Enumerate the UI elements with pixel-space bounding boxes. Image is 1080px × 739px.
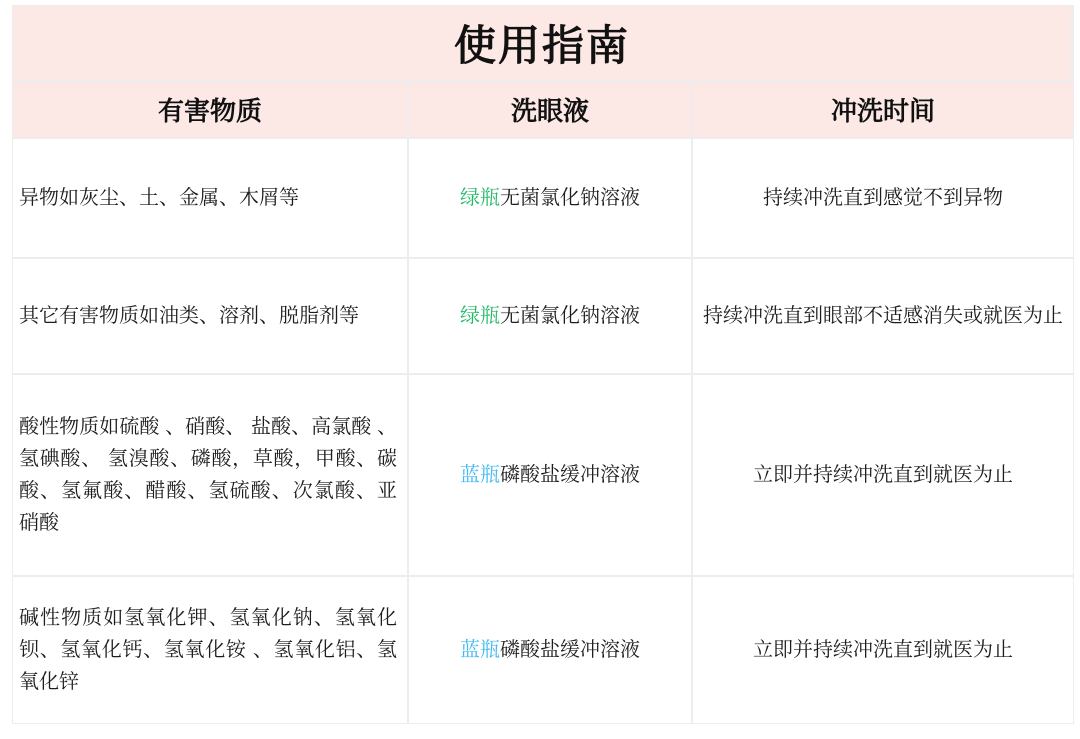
substance-text: 碱性物质如氢氧化钾、氢氧化钠、氢氧化钡、氢氧化钙、氢氧化铵 、氢氧化铝、氢氧化锌 xyxy=(19,607,397,693)
page-title: 使用指南 xyxy=(453,22,630,69)
solution-name: 磷酸盐缓冲溶液 xyxy=(500,464,640,486)
substance-text: 异物如灰尘、土、金属、木屑等 xyxy=(19,187,299,209)
substance-cell xyxy=(13,375,409,577)
rinse-time-text: 立即并持续冲洗直到就医为止 xyxy=(753,639,1013,661)
rinse-time-cell xyxy=(693,375,1073,577)
solution-name: 无菌氯化钠溶液 xyxy=(500,305,640,327)
rinse-time-text: 持续冲洗直到眼部不适感消失或就医为止 xyxy=(703,305,1063,327)
table-title-row xyxy=(13,6,1073,82)
bottle-label: 绿瓶 xyxy=(460,305,500,327)
rinse-time-text: 立即并持续冲洗直到就医为止 xyxy=(753,464,1013,486)
rinse-time-text: 持续冲洗直到感觉不到异物 xyxy=(763,187,1003,209)
solution-text xyxy=(460,459,640,491)
solution-text xyxy=(460,634,640,666)
rinse-time-cell xyxy=(693,139,1073,259)
bottle-label: 蓝瓶 xyxy=(460,639,500,661)
column-header-rinse-time: 冲洗时间 xyxy=(693,82,1073,139)
solution-name: 无菌氯化钠溶液 xyxy=(500,187,640,209)
column-header-eyewash-solution: 洗眼液 xyxy=(409,82,693,139)
rinse-time-cell xyxy=(693,259,1073,375)
column-header-harmful-substance: 有害物质 xyxy=(13,82,409,139)
substance-cell xyxy=(13,139,409,259)
solution-text xyxy=(460,182,640,214)
solution-cell xyxy=(409,259,693,375)
rinse-time-cell xyxy=(693,577,1073,723)
substance-text: 酸性物质如硫酸 、硝酸、 盐酸、高氯酸 、氢碘酸、 氢溴酸、磷酸，草酸，甲酸、碳酸、氢氟酸、醋酸、氢硫酸、次氯酸、亚硝酸 xyxy=(19,416,397,534)
solution-cell xyxy=(409,577,693,723)
substance-cell xyxy=(13,577,409,723)
usage-guide-table xyxy=(12,5,1074,724)
bottle-label: 绿瓶 xyxy=(460,187,500,209)
solution-text xyxy=(460,300,640,332)
solution-name: 磷酸盐缓冲溶液 xyxy=(500,639,640,661)
substance-text: 其它有害物质如油类、溶剂、脱脂剂等 xyxy=(19,305,359,327)
substance-cell xyxy=(13,259,409,375)
solution-cell xyxy=(409,139,693,259)
bottle-label: 蓝瓶 xyxy=(460,464,500,486)
solution-cell xyxy=(409,375,693,577)
